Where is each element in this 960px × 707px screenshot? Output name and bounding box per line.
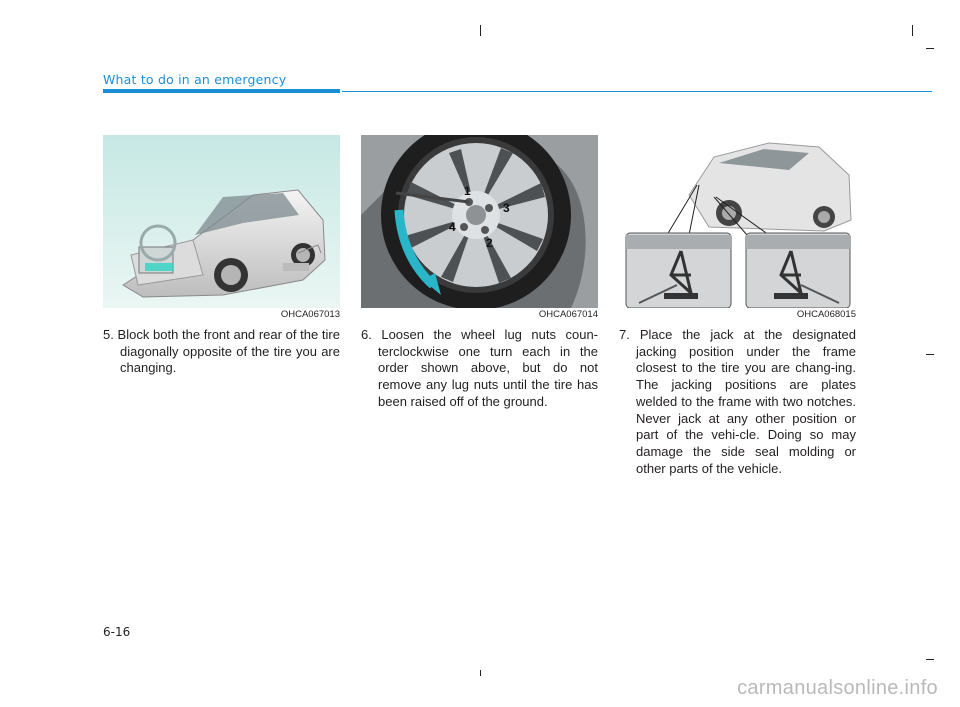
- step-6-text: 6. Loosen the wheel lug nuts coun-terclockwise one turn each in the order shown above, but do not remove any lug nuts until the tire has been raised off of the ground.: [361, 327, 598, 409]
- figure-lug-nuts: [361, 135, 598, 308]
- step-5-text: 5. Block both the front and rear of the tire diagonally opposite of the tire you are changing.: [103, 327, 340, 376]
- jack-position-icon: [619, 135, 856, 308]
- step-7-text: 7. Place the jack at the designated jacking position under the frame closest to the tire you are chang-ing. The jacking positions are plates welded to the frame with two notches. Never jack at any other position or part of the vehi-cle. Doing so may damage the side seal molding or other parts of the vehicle.: [619, 327, 856, 476]
- lug-number-1: 1: [464, 184, 471, 198]
- figure-code: OHCA067014: [538, 309, 598, 320]
- lug-number-3: 3: [503, 201, 510, 215]
- crop-mark: [926, 354, 934, 355]
- watermark: carmanualsonline.info: [737, 677, 938, 699]
- wheel-lug-nut-order-icon: [361, 135, 598, 308]
- crop-mark: [912, 25, 913, 36]
- car-with-wheel-chocks-icon: [103, 135, 340, 308]
- figure-code: OHCA068015: [796, 309, 856, 320]
- crop-mark: [480, 25, 481, 36]
- page-number: 6-16: [103, 625, 131, 639]
- crop-mark: [926, 659, 934, 660]
- figure-car-chocks: [103, 135, 340, 308]
- figure-code: OHCA067013: [280, 309, 340, 320]
- header-rule-thin: [342, 91, 932, 92]
- header-rule-thick: [103, 89, 340, 93]
- crop-mark: [926, 48, 934, 49]
- lug-number-2: 2: [486, 236, 493, 250]
- lug-number-4: 4: [449, 220, 456, 234]
- crop-mark: [480, 670, 481, 676]
- section-title: What to do in an emergency: [103, 72, 287, 87]
- figure-jack-position: [619, 135, 856, 308]
